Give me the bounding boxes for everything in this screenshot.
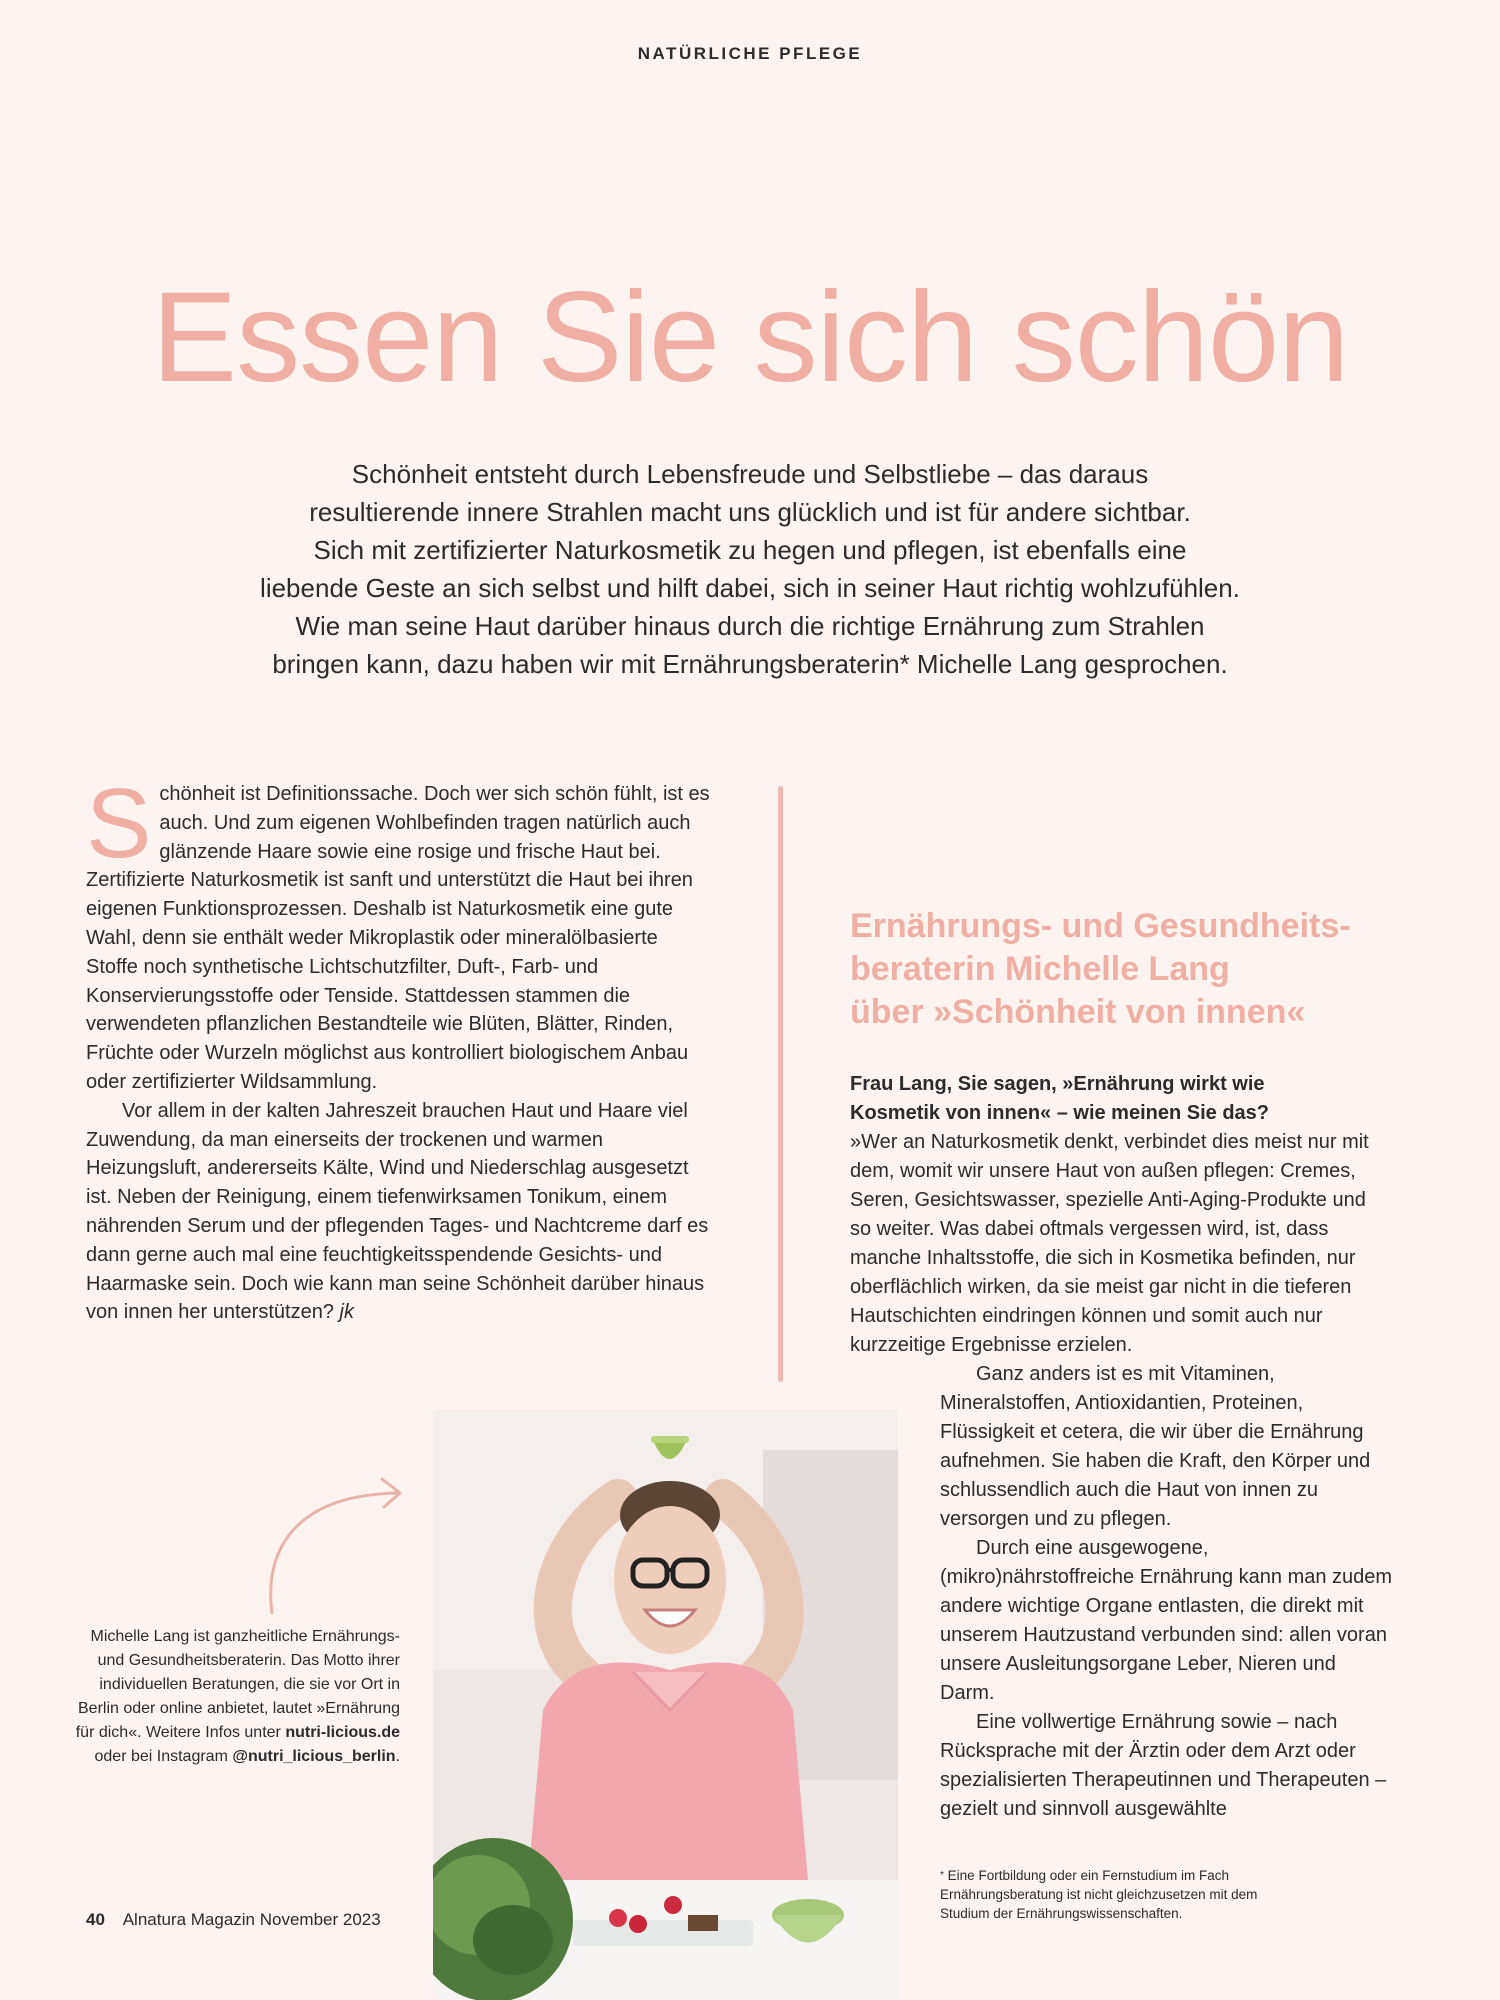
footnote-marker: * (940, 1870, 944, 1881)
caption-end: . (395, 1748, 400, 1765)
intro-line: resultierende innere Strahlen macht uns glücklich und ist für andere sichtbar. (309, 497, 1191, 527)
intro-line: Sich mit zertifizierter Naturkosmetik zu hegen und pflegen, ist ebenfalls eine (313, 535, 1187, 565)
portrait-illustration (433, 1410, 898, 2000)
answer-paragraph: Eine vollwertige Ernährung sowie – nach Rücksprache mit der Ärztin oder dem Arzt oder spezialisierten Therapeutinnen und Therapeuten – gezielt und sinnvoll ausgewählte (940, 1711, 1387, 1820)
page-number: 40 (86, 1910, 105, 1929)
intro-line: Schönheit entsteht durch Lebensfreude und Selbstliebe – das daraus (351, 459, 1149, 489)
interview-answer-continued (940, 1360, 1395, 1824)
intro-line: bringen kann, dazu haben wir mit Ernährungsberaterin* Michelle Lang gesprochen. (272, 649, 1228, 679)
article-body (86, 768, 711, 1327)
page-title: Essen Sie sich schön (151, 266, 1349, 409)
heading-line: über »Schönheit von innen« (850, 993, 1306, 1031)
arrow-icon (250, 1465, 410, 1615)
author-initials: jk (339, 1301, 354, 1324)
sidebar-heading (850, 905, 1410, 1034)
intro-line: liebende Geste an sich selbst und hilft dabei, sich in seiner Haut richtig wohlzufühlen. (260, 573, 1240, 603)
page-footer (86, 1910, 381, 1930)
intro-text (150, 455, 1350, 683)
heading-line: beraterin Michelle Lang (850, 950, 1230, 988)
paragraph-text: Vor allem in der kalten Jahreszeit brauchen Haut und Haare viel Zuwendung, da man einerseits der trockenen und warmen Heizungsluft, andererseits Kälte, Wind und Niederschlag ausgesetzt ist. Neben der Reinigung, einem tiefenwirksamen Tonikum, einem nährenden Serum und der pflegenden Tages- und Nachtcreme darf es dann gerne auch mal eine feuchtigkeitsspendende Gesichts- und Haarmaske sein. Doch wie kann man seine Schönheit darüber hinaus von innen her unterstützen? (86, 1099, 709, 1324)
footnote-text: Eine Fortbildung oder ein Fernstudium im Fach Ernährungsberatung ist nicht gleichzusetzen mit dem Studium der Ernährungswissenschaften. (940, 1868, 1258, 1921)
footnote (940, 1866, 1300, 1923)
article-paragraph (86, 1097, 711, 1327)
caption-text: oder bei Instagram (94, 1748, 228, 1765)
intro-line: Wie man seine Haut darüber hinaus durch die richtige Ernährung zum Strahlen (295, 611, 1205, 641)
interview-answer: »Wer an Naturkosmetik denkt, verbindet dies meist nur mit dem, womit wir unsere Haut von außen pflegen: Cremes, Seren, Gesichtswasser, spezielle Anti-Aging-Produkte und so weiter. Was dabei oftmals vergessen wird, ist, dass manche Inhaltsstoffe, die sich in Kosmetika befinden, nur oberflächlich wirken, da sie meist gar nicht in die tieferen Hautschichten eindringen können und somit auch nur kurzzeitige Ergebnisse erzielen. (850, 1131, 1369, 1356)
article-paragraph (86, 768, 711, 1097)
answer-paragraph: Ganz anders ist es mit Vitaminen, Mineralstoffen, Antioxidantien, Proteinen, Flüssigkeit et cetera, die wir über die Ernährung aufnehmen. Sie haben die Kraft, den Körper und schlussendlich auch die Haut von innen zu versorgen und zu pflegen. (940, 1363, 1371, 1530)
column-divider (778, 786, 783, 1382)
magazine-name: Alnatura Magazin November 2023 (122, 1910, 381, 1929)
instagram-link[interactable]: @nutri_licious_berlin (232, 1748, 396, 1765)
portrait-photo (433, 1410, 898, 2000)
photo-caption (60, 1625, 400, 1769)
caption-text: Michelle Lang ist ganzheitliche Ernährungs- und Gesundheitsberaterin. Das Motto ihrer individuellen Beratungen, die sie vor Ort in Berlin oder online anbietet, lautet »Ernährung für dich«. Weitere Infos unter (75, 1628, 400, 1741)
answer-paragraph: Durch eine ausgewogene, (mikro)nährstoffreiche Ernährung kann man zudem andere wichtige Organe entlasten, die direkt mit unserem Hautzustand verbunden sind: allen voran unsere Ausleitungsorgane Leber, Nieren und Darm. (940, 1537, 1393, 1704)
section-label: NATÜRLICHE PFLEGE (637, 44, 863, 63)
heading-line: Ernährungs- und Gesundheits- (850, 907, 1351, 945)
interview-question (850, 1070, 1410, 1128)
question-line: Frau Lang, Sie sagen, »Ernährung wirkt wie (850, 1073, 1265, 1095)
paragraph-text: chönheit ist Definitionssache. Doch wer sich schön fühlt, ist es auch. Und zum eigenen Wohlbefinden tragen natürlich auch glänzende Haare sowie eine rosige und frische Haut bei. Zertifizierte Naturkosmetik ist sanft und unterstützt die Haut bei ihren eigenen Funktionsprozessen. Deshalb ist Naturkosmetik eine gute Wahl, denn sie enthält weder Mikroplastik oder mineralölbasierte Stoffe noch synthetische Lichtschutzfilter, Duft-, Farb- und Konservierungsstoffe oder Tenside. Stattdessen stammen die verwendeten pflanzlichen Bestandteile wie Blüten, Blätter, Rinden, Früchte oder Wurzeln möglichst aus kontrolliert biologischem Anbau oder zertifizierter Wildsammlung. (86, 783, 710, 1093)
question-line: Kosmetik von innen« – wie meinen Sie das? (850, 1102, 1270, 1124)
website-link[interactable]: nutri-licious.de (285, 1724, 400, 1741)
drop-cap: S (86, 768, 152, 878)
